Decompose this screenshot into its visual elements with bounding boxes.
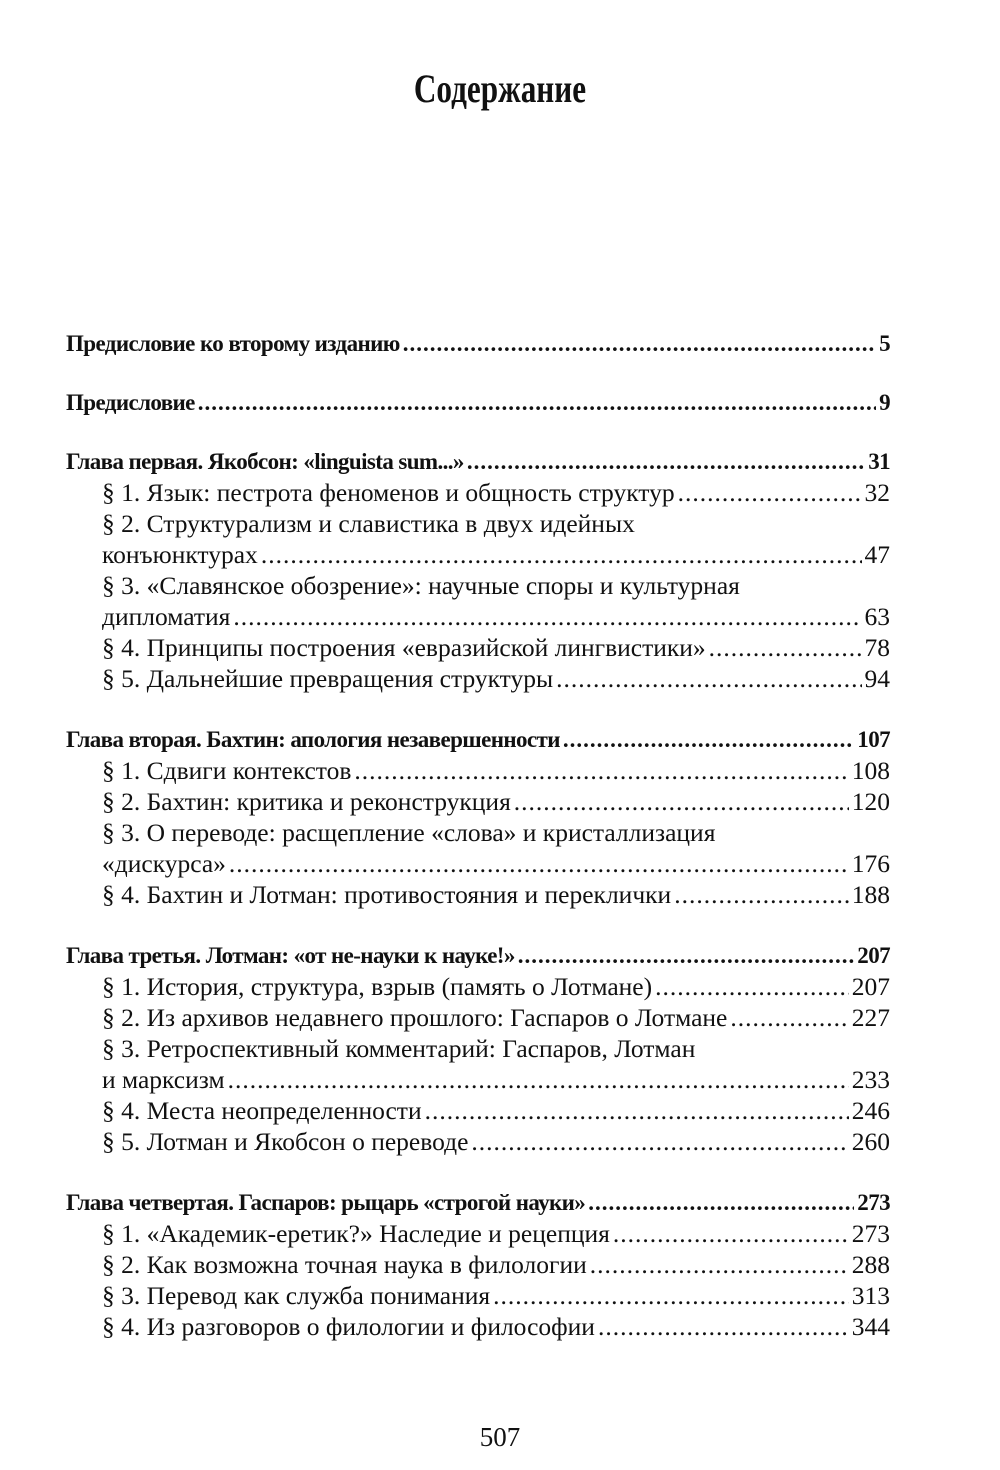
dot-leader (590, 1249, 849, 1280)
toc-section-page: 120 (851, 787, 890, 816)
dot-leader (709, 632, 862, 663)
toc-section-page: 313 (851, 1281, 890, 1310)
toc-section (66, 1126, 890, 1157)
toc-chapter-title: Глава вторая. Бахтин: апология незавершенности (66, 727, 560, 752)
dot-leader (655, 971, 849, 1002)
toc-section-title: § 2. Бахтин: критика и реконструкция (102, 787, 511, 816)
toc-section-title: дипломатия (102, 602, 231, 631)
toc-section-page: 246 (851, 1096, 890, 1125)
toc-entry-page: 9 (879, 390, 890, 415)
toc-entry (66, 328, 890, 359)
toc-section-page: 227 (851, 1003, 890, 1032)
toc-entry-page: 5 (879, 331, 890, 356)
toc-section (66, 632, 890, 663)
dot-leader (493, 1280, 849, 1311)
dot-leader (613, 1218, 849, 1249)
toc-section-page: 78 (864, 633, 890, 662)
toc-section (66, 1249, 890, 1280)
toc-section (66, 786, 890, 817)
toc-section-page: 176 (851, 849, 890, 878)
toc-chapter-page: 31 (868, 449, 890, 474)
spacer (66, 359, 890, 387)
page-number: 507 (479, 1422, 521, 1452)
toc-section-page: 260 (851, 1127, 890, 1156)
toc-section-title: и марксизм (102, 1065, 225, 1094)
toc-section-title: § 4. Принципы построения «евразийской лингвистики» (102, 633, 706, 662)
table-of-contents (66, 328, 890, 1342)
dot-leader (354, 755, 848, 786)
toc-section (66, 1311, 890, 1342)
dot-leader (563, 724, 854, 755)
spacer (66, 910, 890, 940)
toc-chapter (66, 724, 890, 755)
toc-chapter-title: Глава третья. Лотман: «от не-науки к науке!» (66, 943, 515, 968)
toc-chapter-title: Глава первая. Якобсон: «linguista sum...» (66, 449, 464, 474)
toc-chapter-page: 207 (857, 943, 890, 968)
toc-section-title: § 2. Как возможна точная наука в филологии (102, 1250, 587, 1279)
toc-entry-title: Предисловие (66, 390, 195, 415)
toc-section (66, 1095, 890, 1126)
dot-leader (678, 477, 862, 508)
toc-chapter (66, 940, 890, 971)
dot-leader (228, 1064, 849, 1095)
toc-section-title: § 4. Бахтин и Лотман: противостояния и переклички (102, 880, 672, 909)
toc-chapter-title: Глава четвертая. Гаспаров: рыцарь «строгой науки» (66, 1190, 586, 1215)
toc-section-title-line: § 3. «Славянское обозрение»: научные споры и культурная (102, 571, 740, 600)
toc-entry-title: Предисловие ко второму изданию (66, 331, 400, 356)
toc-entry (66, 387, 890, 418)
dot-leader (588, 1187, 854, 1218)
toc-section-title: § 4. Места неопределенности (102, 1096, 422, 1125)
toc-section-title: § 1. Язык: пестрота феноменов и общность структур (102, 478, 675, 507)
toc-section-title-line: § 2. Структурализм и славистика в двух идейных (102, 509, 635, 538)
dot-leader (471, 1126, 848, 1157)
toc-section-title: «дискурса» (102, 849, 226, 878)
spacer (66, 694, 890, 724)
toc-section (66, 848, 890, 879)
toc-section-title: § 3. Перевод как служба понимания (102, 1281, 491, 1310)
toc-section-title-line: § 3. Ретроспективный комментарий: Гаспаров, Лотман (102, 1034, 696, 1063)
toc-section (66, 1280, 890, 1311)
toc-section-title: § 1. Сдвиги контекстов (102, 756, 352, 785)
toc-section (66, 755, 890, 786)
toc-section (66, 879, 890, 910)
toc-section (66, 539, 890, 570)
dot-leader (518, 940, 855, 971)
toc-section-title: § 2. Из архивов недавнего прошлого: Гаспаров о Лотмане (102, 1003, 728, 1032)
toc-section-title-line: § 3. О переводе: расщепление «слова» и кристаллизация (102, 818, 716, 847)
toc-section (66, 601, 890, 632)
toc-section-page: 94 (864, 664, 890, 693)
toc-section (66, 1218, 890, 1249)
dot-leader (674, 879, 849, 910)
toc-section-page: 233 (851, 1065, 890, 1094)
dot-leader (233, 601, 861, 632)
toc-chapter (66, 1187, 890, 1218)
dot-leader (425, 1095, 849, 1126)
dot-leader (514, 786, 849, 817)
toc-section (66, 663, 890, 694)
toc-chapter-page: 273 (857, 1190, 890, 1215)
page-title: Содержание (413, 65, 587, 111)
spacer (66, 1157, 890, 1187)
dot-leader (261, 539, 862, 570)
toc-section-page: 288 (851, 1250, 890, 1279)
toc-section-title: § 1. История, структура, взрыв (память о Лотмане) (102, 972, 653, 1001)
toc-chapter (66, 446, 890, 477)
toc-section-page: 344 (851, 1312, 890, 1341)
toc-section (66, 477, 890, 508)
dot-leader (198, 387, 876, 418)
dot-leader (598, 1311, 849, 1342)
dot-leader (229, 848, 849, 879)
toc-section (66, 1002, 890, 1033)
toc-section-page: 32 (864, 478, 890, 507)
toc-section (66, 971, 890, 1002)
spacer (66, 418, 890, 446)
dot-leader (467, 446, 865, 477)
toc-section-title: конъюнктурах (102, 540, 258, 569)
dot-leader (403, 328, 876, 359)
toc-chapter-page: 107 (857, 727, 890, 752)
toc-section-page: 47 (864, 540, 890, 569)
toc-section-page: 108 (851, 756, 890, 785)
dot-leader (556, 663, 861, 694)
toc-section-page: 207 (851, 972, 890, 1001)
dot-leader (730, 1002, 848, 1033)
toc-section-title: § 1. «Академик-еретик?» Наследие и рецепция (102, 1219, 610, 1248)
toc-section (66, 1064, 890, 1095)
toc-section-page: 188 (851, 880, 890, 909)
toc-section-title: § 5. Лотман и Якобсон о переводе (102, 1127, 469, 1156)
toc-section-title: § 4. Из разговоров о филологии и философии (102, 1312, 595, 1341)
toc-section-page: 273 (851, 1219, 890, 1248)
toc-section-page: 63 (864, 602, 890, 631)
toc-section-title: § 5. Дальнейшие превращения структуры (102, 664, 554, 693)
